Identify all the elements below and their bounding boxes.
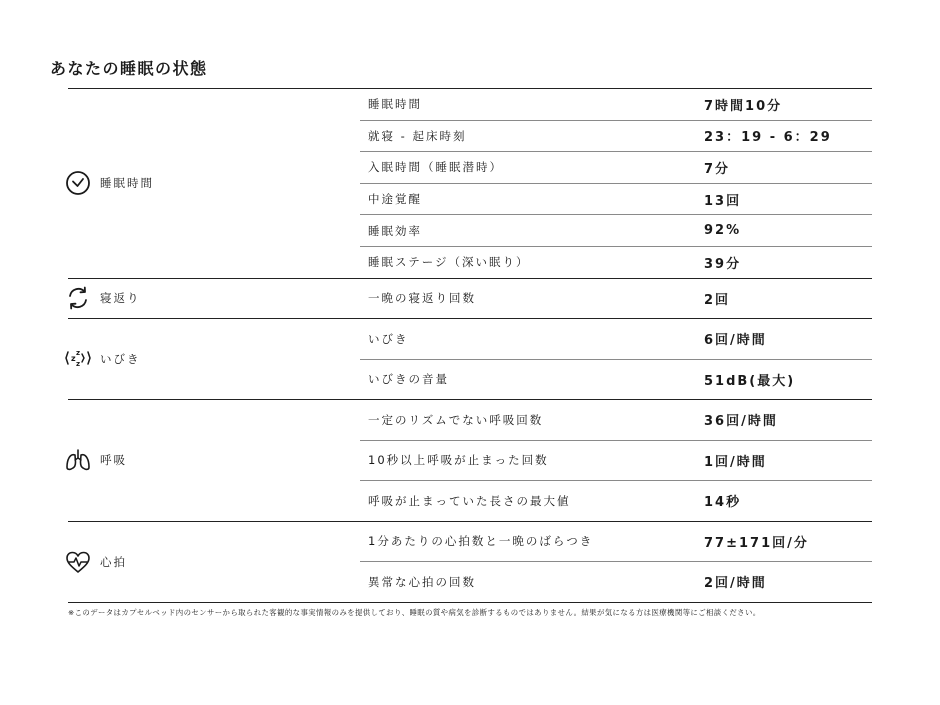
group-breathing bbox=[68, 400, 872, 522]
metric-label: いびき bbox=[368, 331, 409, 346]
category-label: 呼吸 bbox=[100, 453, 127, 468]
metric-label: 中途覚醒 bbox=[368, 192, 422, 207]
table-row bbox=[360, 400, 872, 441]
metric-value: 13回 bbox=[704, 193, 742, 209]
clock-icon bbox=[64, 169, 92, 197]
sleep-report-table bbox=[68, 88, 872, 603]
metric-value: 23：19 - 6：29 bbox=[704, 130, 832, 146]
metric-label: 一定のリズムでない呼吸回数 bbox=[368, 412, 544, 427]
category-label: 睡眠時間 bbox=[100, 176, 154, 191]
metric-value: 36回/時間 bbox=[704, 414, 778, 430]
group-turning-over bbox=[68, 279, 872, 320]
category-snoring bbox=[68, 319, 360, 399]
category-turning-over bbox=[68, 279, 360, 319]
metric-label: 就寝 - 起床時刻 bbox=[368, 128, 467, 143]
metric-label: 異常な心拍の回数 bbox=[368, 574, 476, 589]
metric-label: 睡眠ステージ（深い眠り） bbox=[368, 255, 530, 270]
metric-value: 51dB(最大) bbox=[704, 373, 796, 389]
metric-value: 77±171回/分 bbox=[704, 535, 809, 551]
category-label: 寝返り bbox=[100, 291, 141, 306]
category-breathing bbox=[68, 400, 360, 521]
metric-value: 39分 bbox=[704, 256, 742, 272]
group-heart-rate bbox=[68, 522, 872, 603]
table-row bbox=[360, 152, 872, 184]
metric-label: 睡眠時間 bbox=[368, 97, 422, 112]
metric-label: 一晩の寝返り回数 bbox=[368, 291, 476, 306]
table-row bbox=[360, 89, 872, 121]
rotate-arrows-icon bbox=[64, 284, 92, 312]
table-row bbox=[360, 360, 872, 400]
table-row bbox=[360, 184, 872, 216]
table-row bbox=[360, 247, 872, 278]
lungs-icon bbox=[64, 446, 92, 474]
group-sleep-time bbox=[68, 89, 872, 279]
svg-text:z: z bbox=[76, 360, 81, 369]
heartbeat-icon bbox=[64, 548, 92, 576]
category-label: 心拍 bbox=[100, 554, 127, 569]
metric-value: 1回/時間 bbox=[704, 454, 767, 470]
svg-text:z: z bbox=[76, 349, 81, 358]
metric-value: 14秒 bbox=[704, 495, 742, 511]
table-row bbox=[360, 522, 872, 563]
metric-value: 2回 bbox=[704, 292, 731, 308]
table-row bbox=[360, 562, 872, 602]
metric-value: 92% bbox=[704, 223, 742, 239]
metric-label: いびきの音量 bbox=[368, 372, 449, 387]
category-heart-rate bbox=[68, 522, 360, 602]
table-row bbox=[360, 121, 872, 153]
metric-label: 1分あたりの心拍数と一晩のばらつき bbox=[368, 534, 594, 549]
snore-zzz-icon bbox=[64, 345, 92, 373]
table-row bbox=[360, 441, 872, 482]
disclaimer-footnote: ※このデータはカプセルベッド内のセンサーから取られた客観的な事実情報のみを提供しており、睡眠の質や病気を診断するものではありません。結果が気になる方は医療機関等にご相談ください。 bbox=[68, 608, 761, 617]
metric-value: 7時間10分 bbox=[704, 98, 783, 114]
metric-value: 7分 bbox=[704, 161, 731, 177]
table-row bbox=[360, 481, 872, 521]
group-snoring bbox=[68, 319, 872, 400]
metric-value: 6回/時間 bbox=[704, 333, 767, 349]
metric-value: 2回/時間 bbox=[704, 576, 767, 592]
metric-label: 呼吸が止まっていた長さの最大値 bbox=[368, 493, 571, 508]
table-row bbox=[360, 279, 872, 319]
table-row bbox=[360, 215, 872, 247]
metric-label: 睡眠効率 bbox=[368, 223, 422, 238]
metric-label: 入眠時間（睡眠潜時） bbox=[368, 160, 503, 175]
category-sleep-time bbox=[68, 89, 360, 278]
svg-text:z: z bbox=[71, 354, 76, 364]
metric-label: 10秒以上呼吸が止まった回数 bbox=[368, 453, 549, 468]
page-title: あなたの睡眠の状態 bbox=[50, 59, 208, 78]
table-row bbox=[360, 319, 872, 360]
category-label: いびき bbox=[100, 352, 141, 367]
